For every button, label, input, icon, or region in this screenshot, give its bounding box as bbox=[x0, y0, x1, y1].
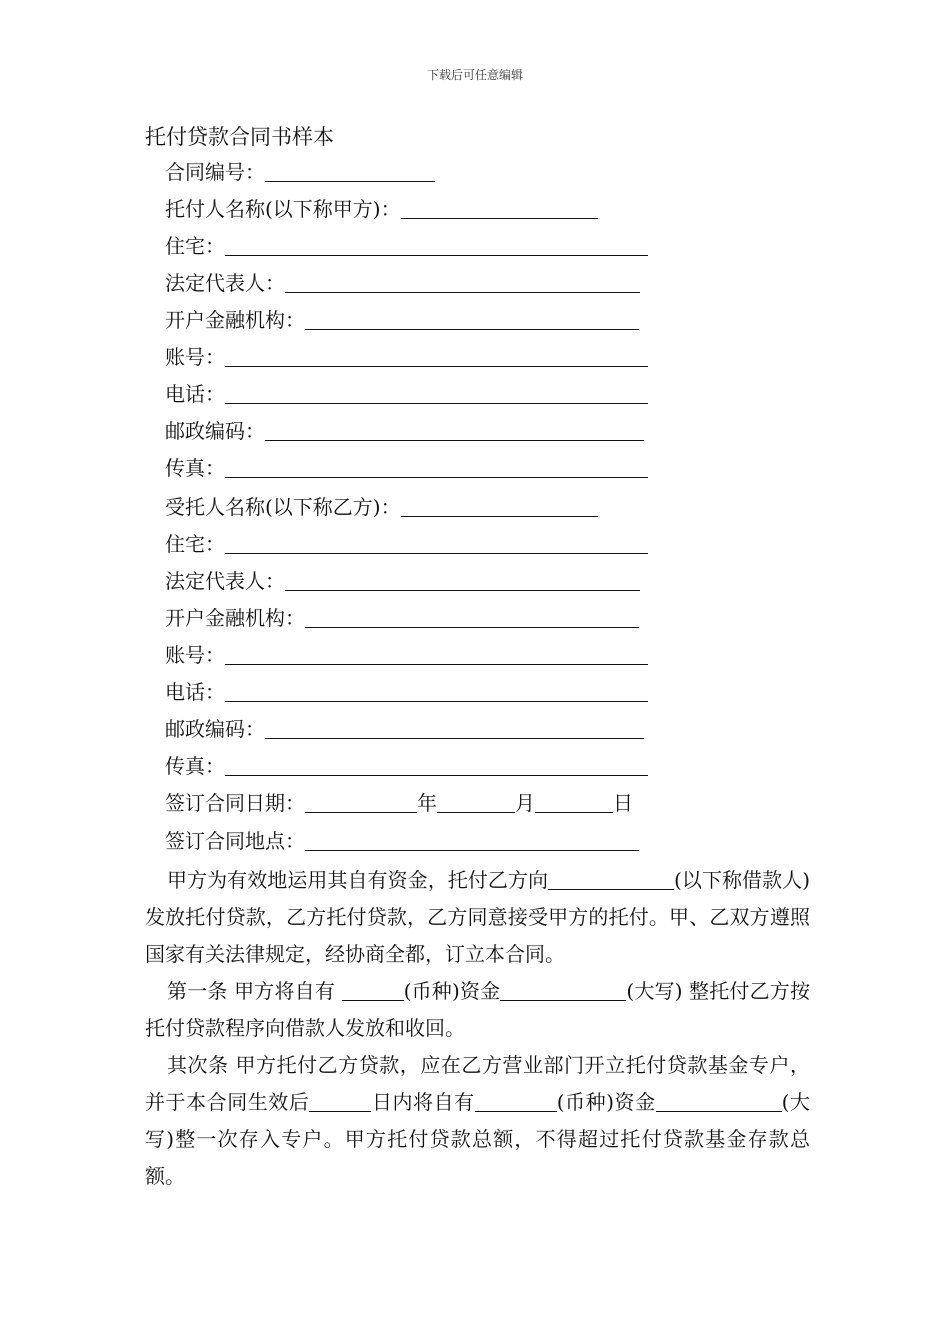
paragraph-text: 日内将自有 bbox=[371, 1090, 475, 1114]
day-blank[interactable] bbox=[535, 792, 613, 813]
party-b-representative-field bbox=[165, 568, 640, 594]
fill-blank[interactable] bbox=[285, 570, 640, 591]
paragraph-text: (币种)资金 bbox=[556, 1090, 656, 1114]
preamble-paragraph bbox=[145, 862, 810, 973]
fill-blank[interactable] bbox=[401, 496, 598, 517]
paragraph-text: (大写)整一次存入专户。甲方托付贷款总额，不得超过托付贷款基金存款总额。 bbox=[145, 1090, 811, 1188]
month-label: 月 bbox=[515, 791, 535, 815]
fill-blank[interactable] bbox=[225, 383, 648, 404]
month-blank[interactable] bbox=[437, 792, 515, 813]
field-label: 住宅： bbox=[165, 532, 225, 556]
year-label: 年 bbox=[417, 791, 437, 815]
year-blank[interactable] bbox=[305, 792, 417, 813]
field-label: 账号： bbox=[165, 643, 225, 667]
party-a-representative-field bbox=[165, 270, 640, 296]
field-label: 开户金融机构： bbox=[165, 308, 305, 332]
fill-blank[interactable] bbox=[500, 982, 626, 1001]
paragraph-text: 第一条 甲方将自有 bbox=[167, 979, 342, 1003]
party-a-phone-field bbox=[165, 381, 648, 407]
field-label: 邮政编码： bbox=[165, 419, 265, 443]
party-b-fax-field bbox=[165, 753, 648, 779]
field-label: 邮政编码： bbox=[165, 717, 265, 741]
party-b-account-field bbox=[165, 642, 648, 668]
document-title: 托付贷款合同书样本 bbox=[145, 125, 334, 149]
party-a-name-field bbox=[165, 196, 598, 222]
paragraph-text: 其次条 甲方托付乙方贷款，应在乙方营业部门开立托付贷款基金专户，并于本合同生效后 bbox=[145, 1053, 810, 1114]
party-b-address-field bbox=[165, 531, 648, 557]
field-label: 法定代表人： bbox=[165, 271, 285, 295]
fill-blank[interactable] bbox=[225, 457, 648, 478]
field-label: 合同编号： bbox=[165, 160, 265, 184]
field-label: 传真： bbox=[165, 754, 225, 778]
field-label: 传真： bbox=[165, 456, 225, 480]
article-one-paragraph bbox=[145, 973, 810, 1047]
party-a-address-field bbox=[165, 233, 648, 259]
fill-blank[interactable] bbox=[225, 235, 648, 256]
field-label: 托付人名称(以下称甲方)： bbox=[165, 197, 401, 221]
field-label: 签订合同日期： bbox=[165, 791, 305, 815]
fill-blank[interactable] bbox=[225, 533, 648, 554]
fill-blank[interactable] bbox=[401, 198, 598, 219]
contract-number-field bbox=[165, 159, 435, 185]
paragraph-text: 甲方为有效地运用其自有资金，托付乙方向 bbox=[167, 868, 549, 892]
sign-date-field bbox=[165, 790, 633, 816]
field-label: 电话： bbox=[165, 680, 225, 704]
party-a-account-field bbox=[165, 344, 648, 370]
party-b-postcode-field bbox=[165, 716, 644, 742]
fill-blank[interactable] bbox=[225, 346, 648, 367]
party-a-bank-field bbox=[165, 307, 639, 333]
fill-blank[interactable] bbox=[342, 982, 404, 1001]
article-two-paragraph bbox=[145, 1047, 810, 1195]
fill-blank[interactable] bbox=[265, 161, 435, 182]
fill-blank[interactable] bbox=[305, 607, 639, 628]
fill-blank[interactable] bbox=[305, 309, 639, 330]
paragraph-text: (以下称借款人) 发放托付贷款，乙方托付贷款，乙方同意接受甲方的托付。甲、乙双方遵照国家有关法律规定，经协商全都，订立本合同。 bbox=[145, 868, 811, 966]
fill-blank[interactable] bbox=[309, 1093, 371, 1112]
field-label: 开户金融机构： bbox=[165, 606, 305, 630]
fill-blank[interactable] bbox=[265, 718, 644, 739]
fill-blank[interactable] bbox=[548, 871, 674, 890]
fill-blank[interactable] bbox=[656, 1093, 782, 1112]
party-a-postcode-field bbox=[165, 418, 644, 444]
day-label: 日 bbox=[613, 791, 633, 815]
fill-blank[interactable] bbox=[475, 1093, 557, 1112]
field-label: 法定代表人： bbox=[165, 569, 285, 593]
field-label: 账号： bbox=[165, 345, 225, 369]
field-label: 受托人名称(以下称乙方)： bbox=[165, 495, 401, 519]
fill-blank[interactable] bbox=[225, 644, 648, 665]
paragraph-text: (币种)资金 bbox=[403, 979, 501, 1003]
fill-blank[interactable] bbox=[225, 755, 648, 776]
field-label: 电话： bbox=[165, 382, 225, 406]
paragraph-text: (大写) 整托付乙方按托付贷款程序向借款人发放和收回。 bbox=[145, 979, 810, 1040]
fill-blank[interactable] bbox=[285, 272, 640, 293]
field-label: 住宅： bbox=[165, 234, 225, 258]
party-b-name-field bbox=[165, 494, 598, 520]
fill-blank[interactable] bbox=[265, 420, 644, 441]
party-a-fax-field bbox=[165, 455, 648, 481]
fill-blank[interactable] bbox=[305, 830, 639, 851]
party-b-bank-field bbox=[165, 605, 639, 631]
field-label: 签订合同地点： bbox=[165, 829, 305, 853]
fill-blank[interactable] bbox=[225, 681, 648, 702]
sign-place-field bbox=[165, 828, 639, 854]
page-header-note: 下载后可任意编辑 bbox=[426, 68, 523, 82]
party-b-phone-field bbox=[165, 679, 648, 705]
